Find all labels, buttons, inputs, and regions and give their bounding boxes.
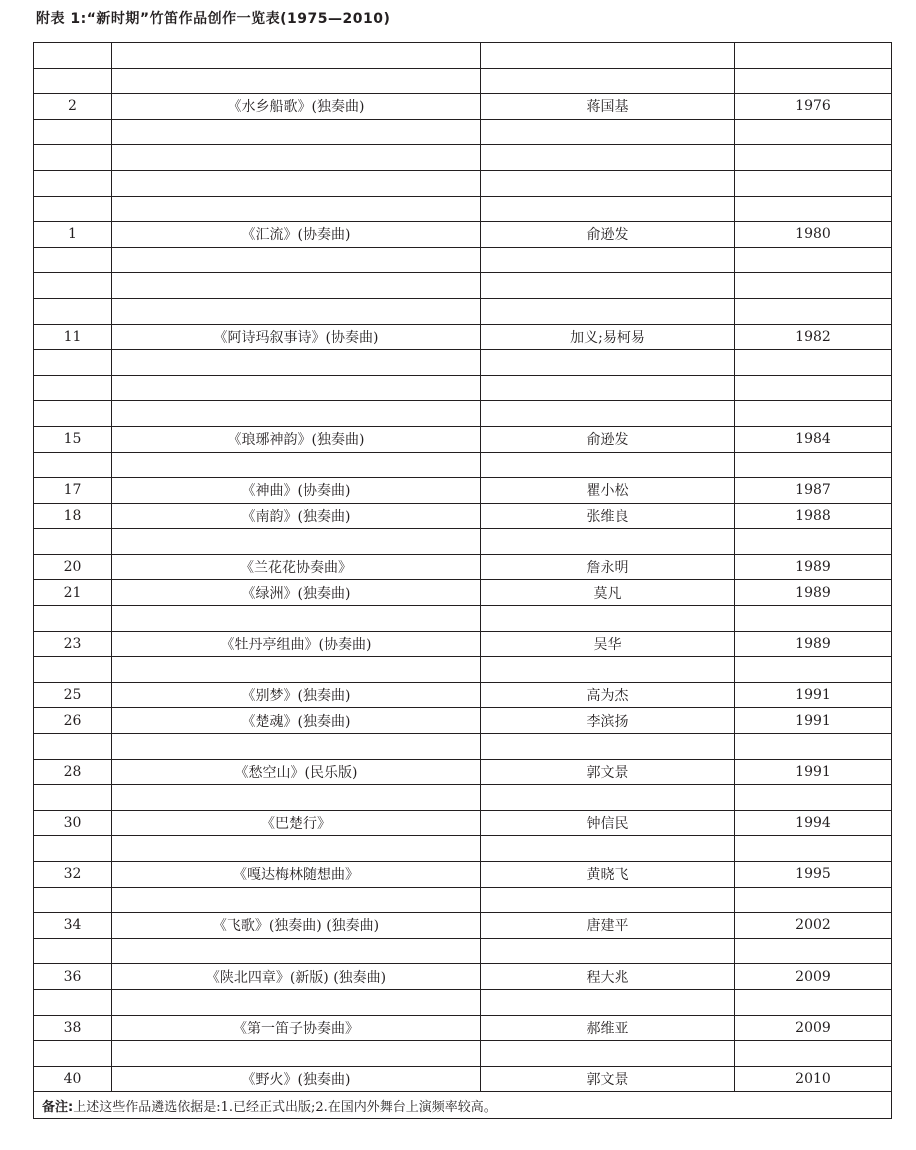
- table-row: [34, 273, 891, 299]
- cell-work-title: 《飞歌》(独奏曲) (独奏曲): [112, 913, 481, 938]
- table-row: [34, 350, 891, 376]
- cell-work-title: [112, 606, 481, 631]
- cell-year: 1991: [795, 687, 831, 704]
- cell-work-title: 《楚魂》(独奏曲): [112, 708, 481, 733]
- table-row: [34, 888, 891, 914]
- table-row: [34, 580, 891, 606]
- table-body: [34, 43, 891, 1092]
- cell-composer: [481, 299, 735, 324]
- table-row: [34, 427, 891, 453]
- cell-year: [735, 1041, 891, 1066]
- cell-work-title: [112, 43, 481, 68]
- table-row: [34, 248, 891, 274]
- cell-work-title: [112, 836, 481, 861]
- cell-work-title: [112, 888, 481, 913]
- table-row: [34, 43, 891, 69]
- cell-number: [34, 734, 112, 759]
- cell-year: [735, 171, 891, 196]
- note-label: 备注:: [42, 1099, 74, 1115]
- cell-work-title: [112, 990, 481, 1015]
- cell-year: 2009: [795, 1019, 831, 1036]
- table-row: [34, 862, 891, 888]
- cell-composer: [481, 273, 735, 298]
- cell-composer: 李滨扬: [481, 708, 735, 733]
- cell-work-title: [112, 657, 481, 682]
- cell-composer: [481, 990, 735, 1015]
- cell-year: [735, 401, 891, 426]
- cell-year: 1989: [795, 559, 831, 576]
- cell-composer: 瞿小松: [481, 478, 735, 503]
- cell-composer: [481, 248, 735, 273]
- table-row: [34, 171, 891, 197]
- table-row: [34, 376, 891, 402]
- cell-work-title: [112, 401, 481, 426]
- cell-number: 32: [34, 862, 112, 887]
- cell-number: [34, 171, 112, 196]
- cell-year: [735, 120, 891, 145]
- table-row: [34, 708, 891, 734]
- cell-year: [735, 43, 891, 68]
- cell-composer: 郭文景: [481, 760, 735, 785]
- cell-year: 1989: [795, 635, 831, 652]
- cell-work-title: [112, 248, 481, 273]
- cell-year: [735, 69, 891, 94]
- works-table: [33, 42, 892, 1119]
- cell-number: 17: [34, 478, 112, 503]
- cell-work-title: 《陕北四章》(新版) (独奏曲): [112, 964, 481, 989]
- cell-work-title: 《别梦》(独奏曲): [112, 683, 481, 708]
- cell-composer: [481, 939, 735, 964]
- table-row: [34, 683, 891, 709]
- cell-number: [34, 299, 112, 324]
- cell-composer: 加义;易柯易: [481, 325, 735, 350]
- cell-composer: [481, 657, 735, 682]
- cell-work-title: [112, 734, 481, 759]
- cell-composer: 俞逊发: [481, 427, 735, 452]
- cell-number: [34, 453, 112, 478]
- table-row: [34, 990, 891, 1016]
- cell-year: 1984: [795, 431, 831, 448]
- cell-composer: 唐建平: [481, 913, 735, 938]
- cell-composer: 吴华: [481, 632, 735, 657]
- table-row: [34, 785, 891, 811]
- table-row: [34, 913, 891, 939]
- cell-work-title: [112, 273, 481, 298]
- cell-composer: [481, 401, 735, 426]
- cell-year: 1991: [795, 763, 831, 780]
- cell-composer: 黄晓飞: [481, 862, 735, 887]
- cell-number: [34, 401, 112, 426]
- cell-work-title: [112, 939, 481, 964]
- table-row: [34, 606, 891, 632]
- cell-year: 1982: [795, 328, 831, 345]
- cell-work-title: [112, 299, 481, 324]
- cell-work-title: 《神曲》(协奏曲): [112, 478, 481, 503]
- table-row: [34, 1016, 891, 1042]
- cell-composer: [481, 350, 735, 375]
- cell-year: 1988: [795, 507, 831, 524]
- cell-year: [735, 299, 891, 324]
- cell-number: 2: [34, 94, 112, 119]
- cell-year: 2010: [795, 1071, 831, 1088]
- cell-composer: [481, 171, 735, 196]
- table-row: [34, 632, 891, 658]
- cell-number: 26: [34, 708, 112, 733]
- cell-work-title: [112, 350, 481, 375]
- table-row: [34, 197, 891, 223]
- cell-number: [34, 836, 112, 861]
- cell-year: [735, 248, 891, 273]
- cell-number: [34, 376, 112, 401]
- cell-work-title: 《阿诗玛叙事诗》(协奏曲): [112, 325, 481, 350]
- cell-number: [34, 1041, 112, 1066]
- table-row: [34, 1041, 891, 1067]
- table-row: [34, 401, 891, 427]
- cell-number: [34, 888, 112, 913]
- cell-year: [735, 197, 891, 222]
- cell-composer: 郭文景: [481, 1067, 735, 1092]
- table-row: [34, 529, 891, 555]
- cell-composer: 张维良: [481, 504, 735, 529]
- cell-number: [34, 69, 112, 94]
- cell-year: [735, 888, 891, 913]
- cell-work-title: 《汇流》(协奏曲): [112, 222, 481, 247]
- cell-year: 1991: [795, 712, 831, 729]
- table-row: [34, 657, 891, 683]
- table-row: [34, 453, 891, 479]
- cell-number: [34, 990, 112, 1015]
- cell-work-title: 《第一笛子协奏曲》: [112, 1016, 481, 1041]
- table-row: [34, 325, 891, 351]
- cell-composer: [481, 1041, 735, 1066]
- cell-year: 1995: [795, 866, 831, 883]
- cell-composer: 程大兆: [481, 964, 735, 989]
- cell-work-title: [112, 197, 481, 222]
- cell-composer: 郝维亚: [481, 1016, 735, 1041]
- table-row: [34, 222, 891, 248]
- cell-composer: [481, 529, 735, 554]
- table-row: [34, 760, 891, 786]
- cell-work-title: 《琅琊神韵》(独奏曲): [112, 427, 481, 452]
- cell-number: [34, 350, 112, 375]
- cell-work-title: 《兰花花协奏曲》: [112, 555, 481, 580]
- cell-work-title: 《愁空山》(民乐版): [112, 760, 481, 785]
- table-row: [34, 964, 891, 990]
- cell-work-title: 《牡丹亭组曲》(协奏曲): [112, 632, 481, 657]
- cell-number: 15: [34, 427, 112, 452]
- cell-work-title: 《水乡船歌》(独奏曲): [112, 94, 481, 119]
- cell-composer: [481, 376, 735, 401]
- cell-number: [34, 529, 112, 554]
- note-text: 上述这些作品遴选依据是:1.已经正式出版;2.在国内外舞台上演频率较高。: [73, 1099, 497, 1115]
- cell-number: 11: [34, 325, 112, 350]
- cell-work-title: 《巴楚行》: [112, 811, 481, 836]
- table-title: 附表 1:“新时期”竹笛作品创作一览表(1975—2010): [36, 11, 391, 27]
- cell-work-title: [112, 453, 481, 478]
- cell-composer: 莫凡: [481, 580, 735, 605]
- cell-number: 25: [34, 683, 112, 708]
- cell-number: 34: [34, 913, 112, 938]
- cell-year: 2002: [795, 917, 831, 934]
- cell-year: 2009: [795, 968, 831, 985]
- table-row: [34, 94, 891, 120]
- cell-work-title: [112, 171, 481, 196]
- table-row: [34, 939, 891, 965]
- cell-work-title: 《南韵》(独奏曲): [112, 504, 481, 529]
- table-row: [34, 69, 891, 95]
- cell-number: [34, 145, 112, 170]
- cell-number: 1: [34, 222, 112, 247]
- cell-year: [735, 453, 891, 478]
- cell-year: [735, 376, 891, 401]
- cell-number: [34, 248, 112, 273]
- cell-number: [34, 606, 112, 631]
- cell-year: [735, 657, 891, 682]
- table-row: [34, 734, 891, 760]
- cell-composer: 钟信民: [481, 811, 735, 836]
- table-row: [34, 120, 891, 146]
- cell-work-title: [112, 785, 481, 810]
- cell-work-title: [112, 376, 481, 401]
- cell-work-title: [112, 145, 481, 170]
- cell-composer: [481, 453, 735, 478]
- cell-work-title: 《嘎达梅林随想曲》: [112, 862, 481, 887]
- cell-composer: 高为杰: [481, 683, 735, 708]
- cell-year: [735, 990, 891, 1015]
- table-row: [34, 811, 891, 837]
- cell-work-title: [112, 529, 481, 554]
- cell-year: [735, 836, 891, 861]
- cell-number: 30: [34, 811, 112, 836]
- cell-number: [34, 43, 112, 68]
- cell-work-title: [112, 1041, 481, 1066]
- table-row: [34, 504, 891, 530]
- cell-number: [34, 785, 112, 810]
- cell-number: [34, 273, 112, 298]
- cell-year: 1980: [795, 226, 831, 243]
- cell-year: [735, 145, 891, 170]
- table-row: [34, 1067, 891, 1093]
- cell-year: 1994: [795, 815, 831, 832]
- cell-composer: [481, 785, 735, 810]
- cell-composer: [481, 197, 735, 222]
- cell-number: [34, 657, 112, 682]
- cell-composer: [481, 606, 735, 631]
- cell-number: 36: [34, 964, 112, 989]
- cell-work-title: 《野火》(独奏曲): [112, 1067, 481, 1092]
- cell-number: [34, 939, 112, 964]
- cell-year: 1976: [795, 98, 831, 115]
- cell-composer: [481, 120, 735, 145]
- cell-composer: [481, 836, 735, 861]
- cell-year: [735, 273, 891, 298]
- table-row: [34, 836, 891, 862]
- cell-composer: 俞逊发: [481, 222, 735, 247]
- cell-year: 1987: [795, 482, 831, 499]
- cell-number: 18: [34, 504, 112, 529]
- cell-composer: [481, 734, 735, 759]
- cell-number: 40: [34, 1067, 112, 1092]
- table-note: [34, 1092, 891, 1118]
- cell-composer: [481, 888, 735, 913]
- cell-number: 38: [34, 1016, 112, 1041]
- cell-year: [735, 529, 891, 554]
- cell-year: [735, 350, 891, 375]
- cell-number: 23: [34, 632, 112, 657]
- cell-number: [34, 120, 112, 145]
- cell-number: 20: [34, 555, 112, 580]
- table-row: [34, 555, 891, 581]
- cell-work-title: [112, 69, 481, 94]
- cell-year: [735, 939, 891, 964]
- table-row: [34, 145, 891, 171]
- cell-work-title: 《绿洲》(独奏曲): [112, 580, 481, 605]
- cell-composer: 詹永明: [481, 555, 735, 580]
- cell-composer: [481, 69, 735, 94]
- cell-number: [34, 197, 112, 222]
- cell-composer: 蒋国基: [481, 94, 735, 119]
- cell-year: [735, 734, 891, 759]
- cell-work-title: [112, 120, 481, 145]
- cell-year: [735, 785, 891, 810]
- cell-number: 21: [34, 580, 112, 605]
- table-row: [34, 478, 891, 504]
- table-row: [34, 299, 891, 325]
- cell-year: [735, 606, 891, 631]
- cell-composer: [481, 43, 735, 68]
- cell-composer: [481, 145, 735, 170]
- cell-number: 28: [34, 760, 112, 785]
- cell-year: 1989: [795, 584, 831, 601]
